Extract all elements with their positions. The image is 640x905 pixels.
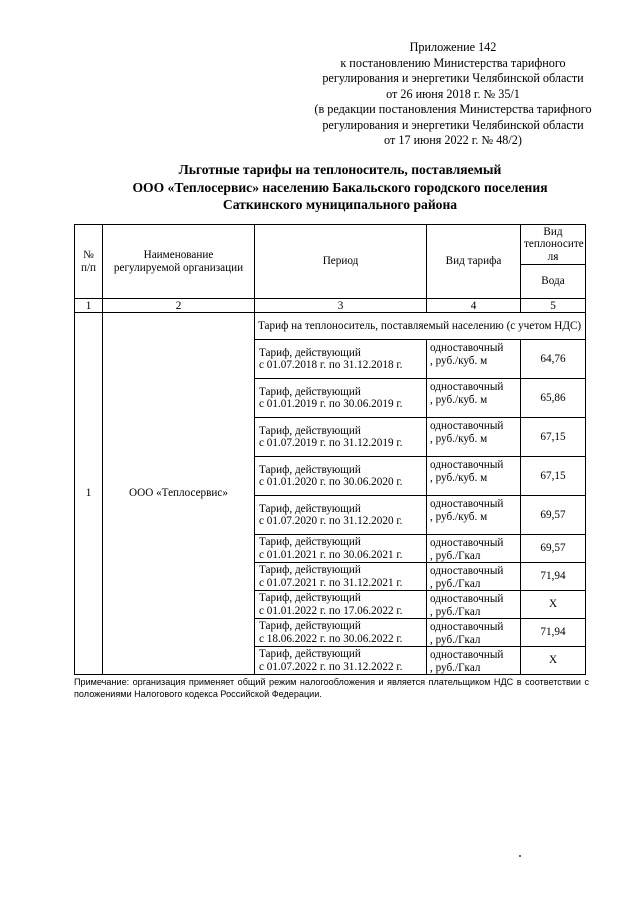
title-line: ООО «Теплосервис» населению Бакальского городского поселения (132, 179, 548, 195)
header-num: № п/п (75, 225, 103, 299)
header-period: Период (255, 225, 427, 299)
period-cell: Тариф, действующий с 01.07.2020 г. по 31.12.2020 г. (255, 496, 427, 535)
col-number: 5 (521, 299, 586, 313)
tariff-kind-cell: одноставочный , руб./куб. м (427, 418, 521, 457)
period-cell: Тариф, действующий с 01.01.2021 г. по 30.06.2021 г. (255, 535, 427, 563)
title-line: Льготные тарифы на теплоноситель, поставляемый (178, 162, 502, 177)
appendix-line: (в редакции постановления Министерства тарифного (314, 102, 592, 116)
tariff-value: Х (521, 591, 586, 619)
column-numbers-row (75, 299, 586, 313)
tariff-value: Х (521, 647, 586, 675)
tariff-kind-cell: одноставочный , руб./Гкал (427, 535, 521, 563)
tariff-value: 67,15 (521, 457, 586, 496)
col-number: 3 (255, 299, 427, 313)
col-number: 2 (103, 299, 255, 313)
tariff-value: 71,94 (521, 619, 586, 647)
tariff-kind-cell: одноставочный , руб./Гкал (427, 591, 521, 619)
tariff-kind-cell: одноставочный , руб./куб. м (427, 379, 521, 418)
appendix-line: Приложение 142 (409, 40, 497, 54)
period-cell: Тариф, действующий с 01.01.2022 г. по 17.06.2022 г. (255, 591, 427, 619)
period-cell: Тариф, действующий с 01.01.2020 г. по 30.06.2020 г. (255, 457, 427, 496)
tariff-kind-cell: одноставочный , руб./Гкал (427, 647, 521, 675)
header-heat-carrier: Вид теплоносите ля (521, 225, 586, 265)
document-title (60, 161, 620, 214)
tariff-value: 65,86 (521, 379, 586, 418)
appendix-line: регулирования и энергетики Челябинской области (322, 117, 584, 132)
header-tariff-kind: Вид тарифа (427, 225, 521, 299)
row-number: 1 (75, 313, 103, 675)
period-cell: Тариф, действующий с 01.07.2021 г. по 31.12.2021 г. (255, 563, 427, 591)
period-cell: Тариф, действующий с 01.07.2022 г. по 31.12.2022 г. (255, 647, 427, 675)
tariff-kind-cell: одноставочный , руб./куб. м (427, 457, 521, 496)
tariff-value: 69,57 (521, 496, 586, 535)
header-organization: Наименование регулируемой организации (103, 225, 255, 299)
appendix-line: регулирования и энергетики Челябинской области (322, 71, 584, 85)
title-line: Саткинского муниципального района (222, 197, 458, 212)
col-number: 4 (427, 299, 521, 313)
appendix-line: от 26 июня 2018 г. № 35/1 (386, 86, 520, 101)
tariff-value: 71,94 (521, 563, 586, 591)
appendix-block (303, 40, 603, 149)
period-cell: Тариф, действующий с 18.06.2022 г. по 30.06.2022 г. (255, 619, 427, 647)
table-header-row (75, 225, 586, 265)
tariff-kind-cell: одноставочный , руб./куб. м (427, 340, 521, 379)
header-water: Вода (521, 265, 586, 299)
tariff-value: 64,76 (521, 340, 586, 379)
footnote: Примечание: организация применяет общий режим налогообложения и является плательщиком НДС в соответствии с положениями Налогового кодекса Российской Федерации. (74, 677, 589, 699)
tariff-value: 67,15 (521, 418, 586, 457)
tariff-kind-cell: одноставочный , руб./Гкал (427, 563, 521, 591)
tariff-kind-cell: одноставочный , руб./Гкал (427, 619, 521, 647)
period-cell: Тариф, действующий с 01.07.2018 г. по 31.12.2018 г. (255, 340, 427, 379)
organization-name: ООО «Теплосервис» (103, 313, 255, 675)
period-cell: Тариф, действующий с 01.07.2019 г. по 31.12.2019 г. (255, 418, 427, 457)
period-cell: Тариф, действующий с 01.01.2019 г. по 30.06.2019 г. (255, 379, 427, 418)
group-row (75, 313, 586, 340)
appendix-line: от 17 июня 2022 г. № 48/2) (384, 133, 522, 147)
col-number: 1 (75, 299, 103, 313)
group-label: Тариф на теплоноситель, поставляемый населению (с учетом НДС) (255, 313, 586, 340)
appendix-line: к постановлению Министерства тарифного (340, 55, 566, 70)
tariff-kind-cell: одноставочный , руб./куб. м (427, 496, 521, 535)
tariff-value: 69,57 (521, 535, 586, 563)
scan-speck (519, 855, 521, 857)
tariffs-table (74, 224, 586, 675)
